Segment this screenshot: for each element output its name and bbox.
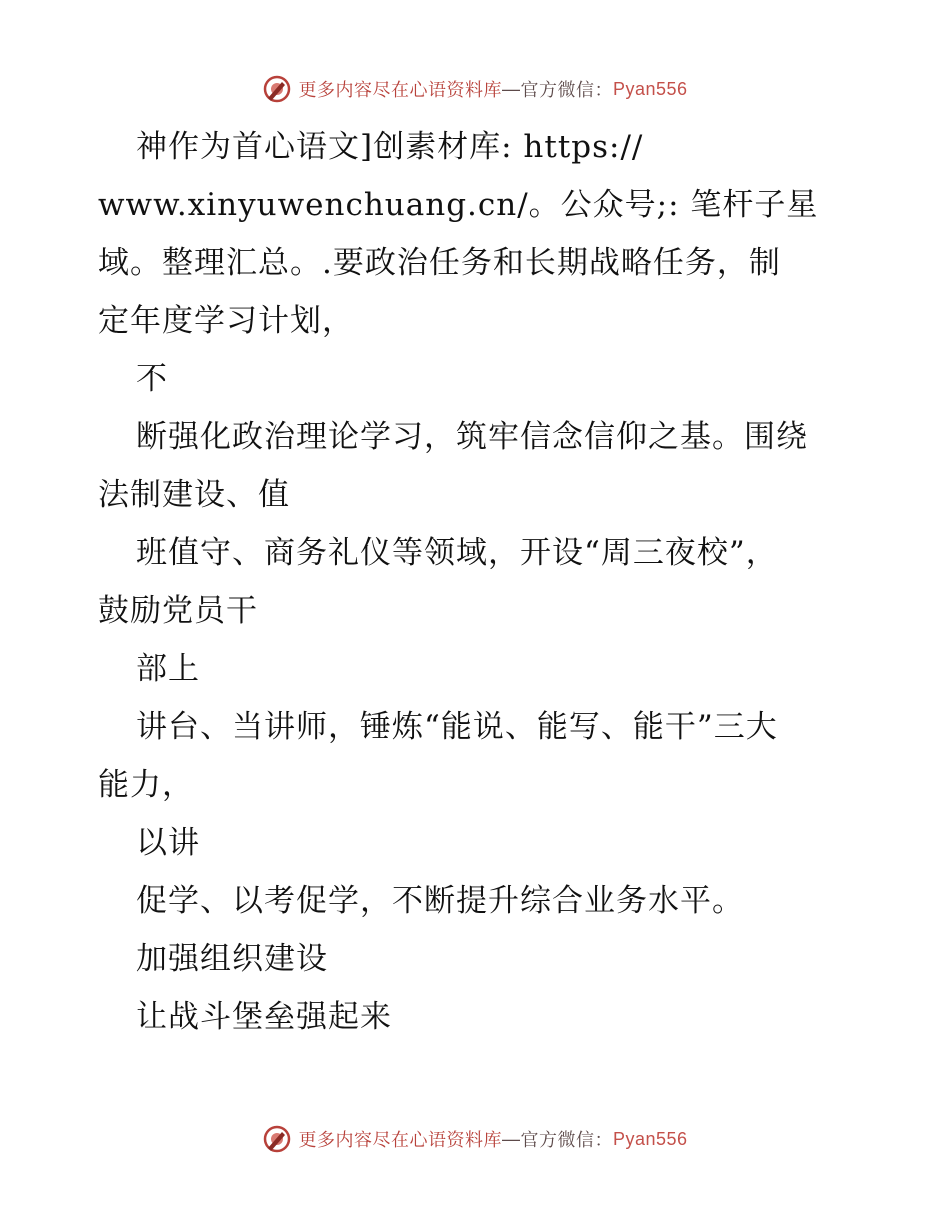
body-text-line: 加强组织建设	[136, 941, 328, 977]
body-text-line: 让战斗堡垒强起来	[136, 999, 392, 1035]
body-text-line: www.xinyuwenchuang.cn/。公众号;: 笔杆子星	[98, 187, 819, 223]
banner-dash: —	[501, 1128, 521, 1149]
banner-wechat-id: Pyan556	[612, 1128, 688, 1149]
body-text-line: 促学、以考促学，不断提升综合业务水平。	[136, 883, 744, 919]
banner-wechat-id: Pyan556	[612, 78, 688, 99]
body-text-line: 班值守、商务礼仪等领域，开设“周三夜校”，	[136, 535, 778, 571]
document-body	[98, 118, 858, 1046]
banner-library-text: 更多内容尽在心语资料库	[298, 1130, 502, 1150]
body-text-line: 定年度学习计划，	[98, 303, 354, 339]
pen-logo-icon	[262, 74, 292, 104]
body-text-line: 域。整理汇总。.要政治任务和长期战略任务，制	[98, 245, 781, 281]
body-text-line: 部上	[136, 651, 200, 687]
header-banner	[0, 72, 950, 106]
body-text-line: 以讲	[136, 825, 200, 861]
body-text-line: 能力，	[98, 767, 194, 803]
pen-logo-icon	[262, 1124, 292, 1154]
footer-banner	[0, 1122, 950, 1156]
body-text-line: 不	[136, 361, 168, 397]
body-text-line: 断强化政治理论学习，筑牢信念信仰之基。围绕	[136, 419, 808, 455]
banner-dash: —	[501, 78, 521, 99]
banner-wechat-label: 官方微信：	[520, 80, 613, 100]
body-text-line: 鼓励党员干	[98, 593, 258, 629]
banner-wechat-label: 官方微信：	[520, 1130, 613, 1150]
body-text-line: 法制建设、值	[98, 477, 290, 513]
banner-library-text: 更多内容尽在心语资料库	[298, 80, 502, 100]
body-text-line: 神作为首心语文]创素材库: https://	[136, 129, 644, 165]
body-text-line: 讲台、当讲师，锤炼“能说、能写、能干”三大	[136, 709, 778, 745]
